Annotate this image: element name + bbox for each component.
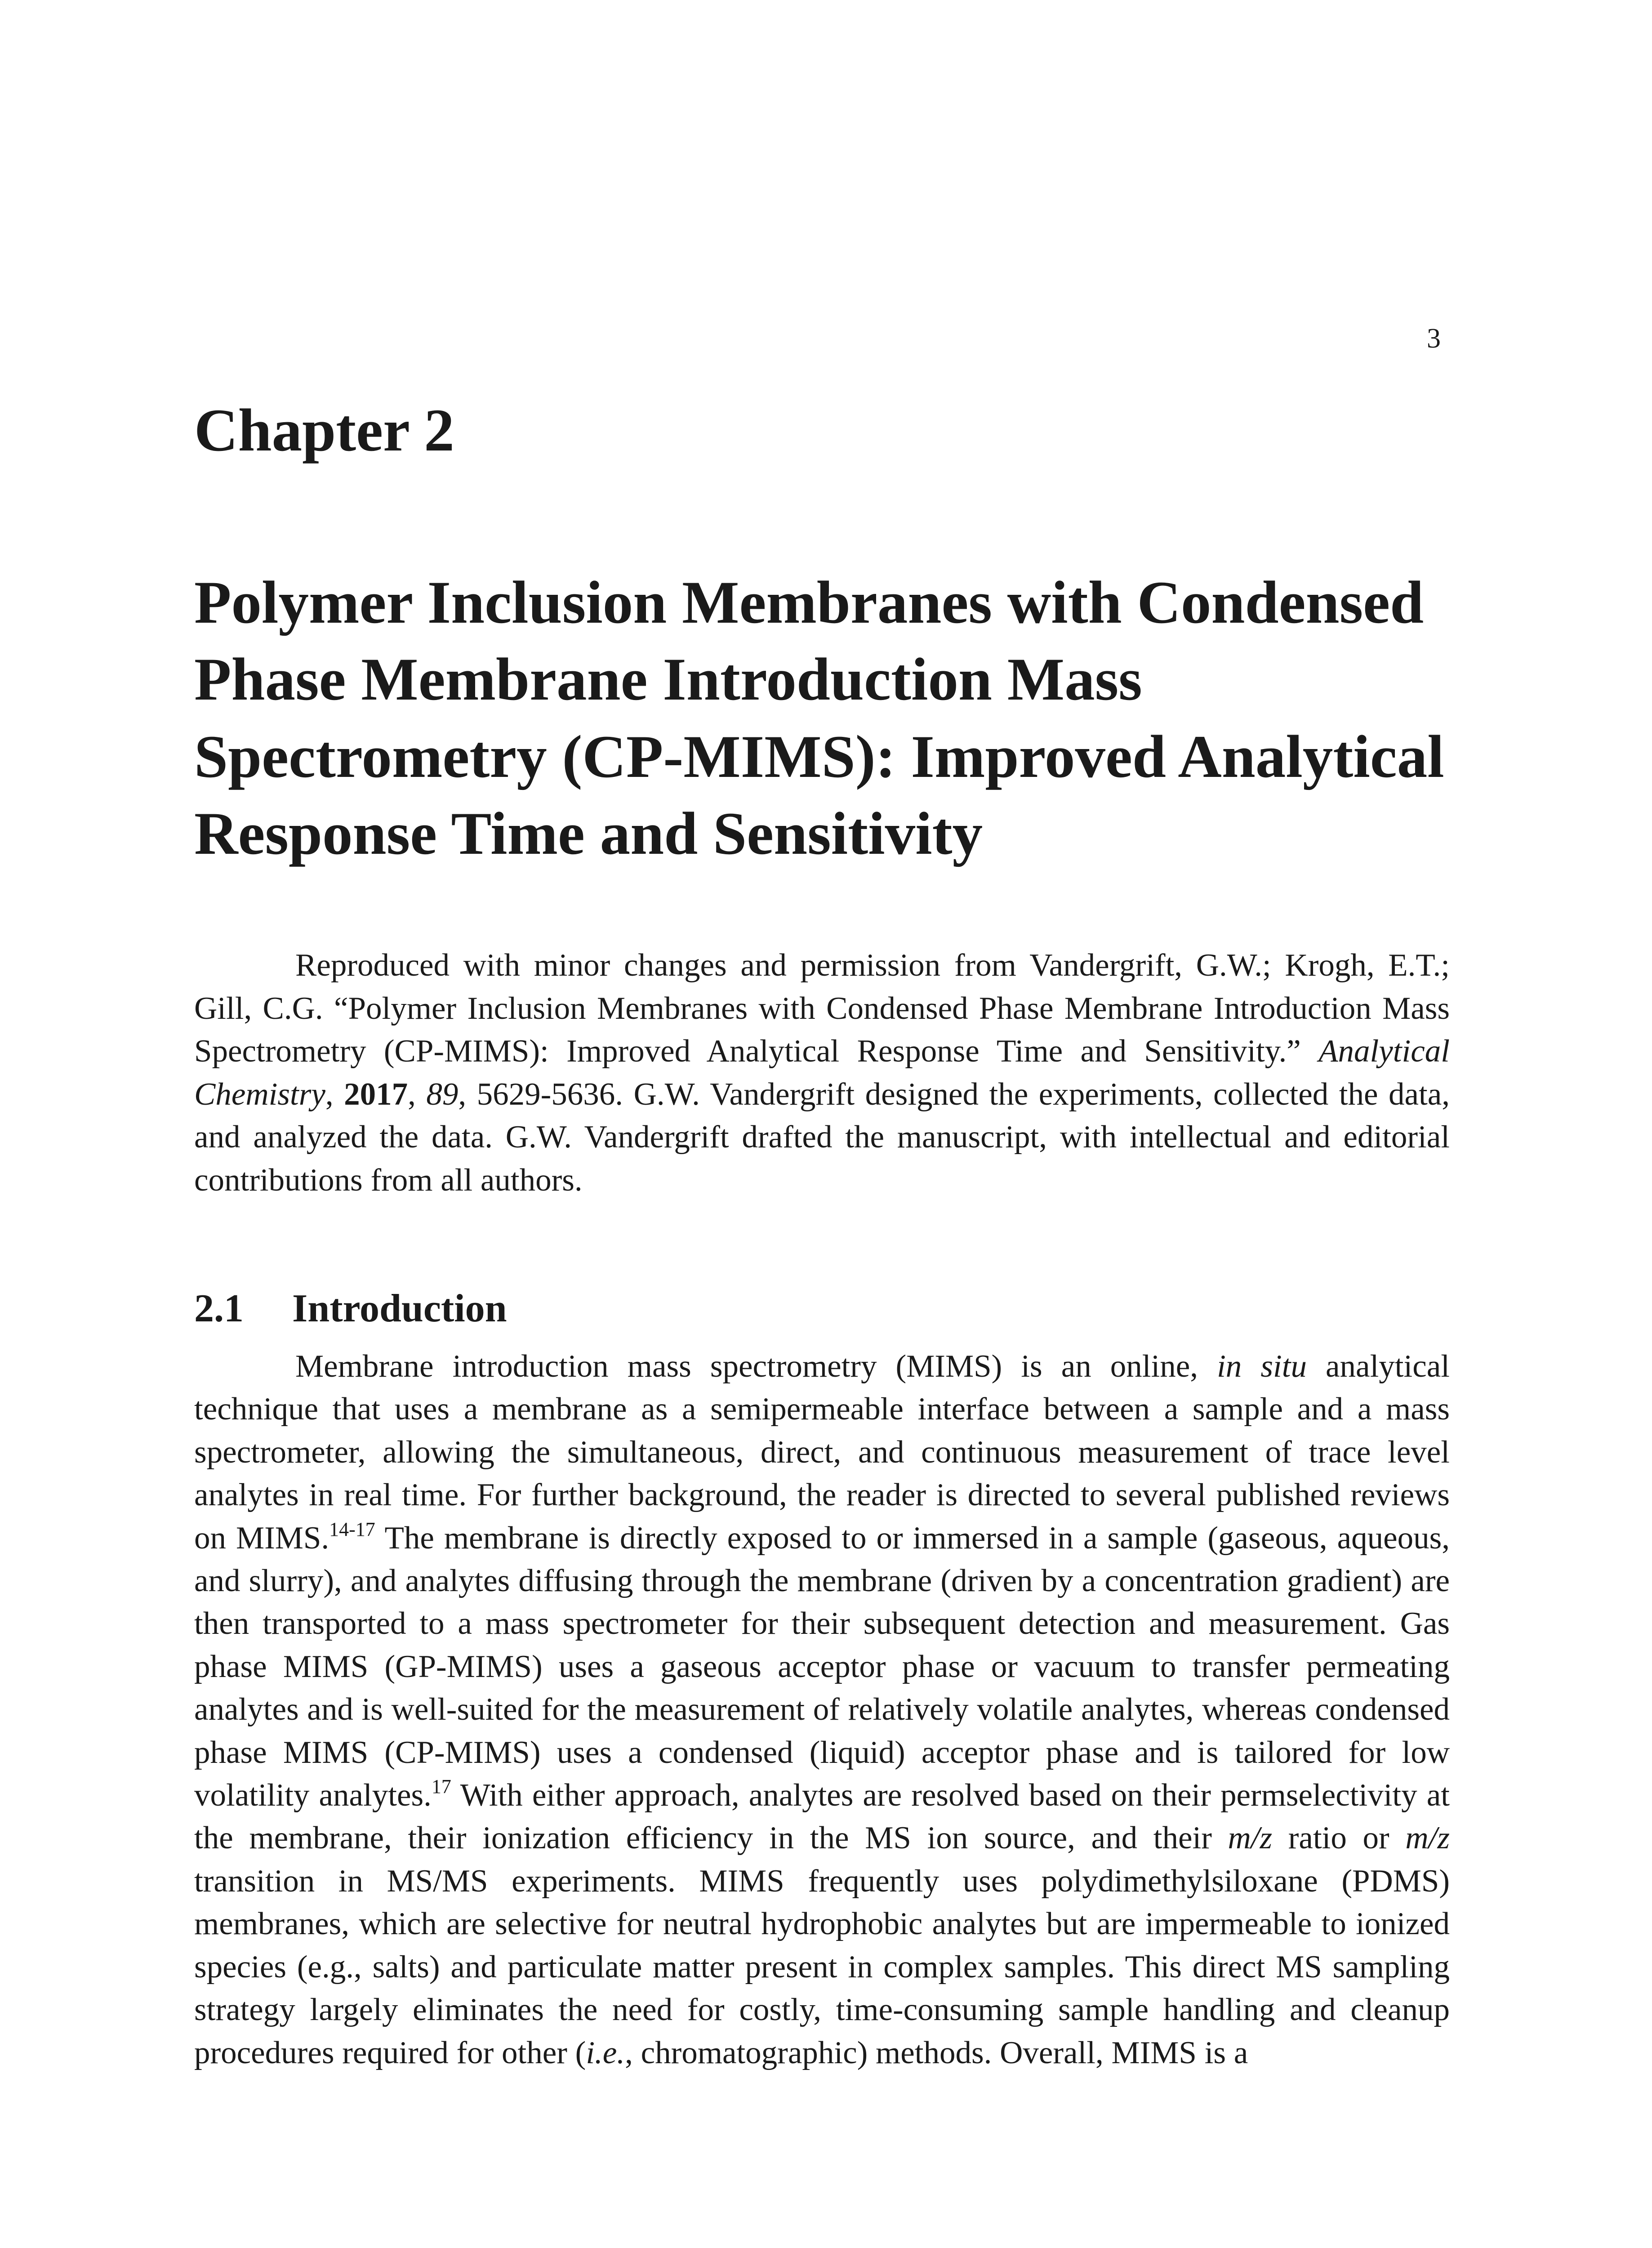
italic-term: in situ — [1217, 1349, 1307, 1384]
reference-superscript: 17 — [431, 1775, 451, 1798]
reproduction-note-lead: Reproduced with minor changes and permission from Vandergrift, G.W.; Krogh, E.T.; Gill, C.G. “Polymer Inclusion Membranes with Condensed Phase Membrane Introduction Mass Spectrometry (CP-MIMS): Improved Analytical Response Time and Sensitivity.” — [194, 948, 1450, 1069]
section-number: 2.1 — [194, 1287, 244, 1330]
citation-separator: , — [325, 1076, 344, 1112]
italic-term: m/z — [1228, 1820, 1273, 1856]
chapter-title: Polymer Inclusion Membranes with Condensed Phase Membrane Introduction Mass Spectrometry (CP-MIMS): Improved Analytical Response Time and Sensitivity — [194, 569, 1444, 868]
paragraph-text: analytical technique that uses a membrane as a semipermeable interface between a sample and a mass spectrometer, allowing the simultaneous, direct, and continuous measurement of trace level analytes in real time. For further background, the reader is directed to several published reviews on MIMS. — [194, 1349, 1450, 1556]
reproduction-note — [194, 944, 1450, 1202]
section-title: Introduction — [292, 1287, 507, 1330]
paragraph-text: , chromatographic) methods. Overall, MIMS is a — [625, 2035, 1248, 2070]
reference-superscript: 14-17 — [329, 1518, 375, 1540]
chapter-label: Chapter 2 — [194, 397, 454, 464]
italic-term: i.e. — [586, 2035, 625, 2070]
section-heading — [194, 1285, 507, 1333]
paragraph-text: transition in MS/MS experiments. MIMS frequently uses polydimethylsiloxane (PDMS) membranes, which are selective for neutral hydrophobic analytes but are impermeable to ionized species (e.g., salts) and particulate matter present in complex samples. This direct MS sampling strategy largely eliminates the need for costly, time-consuming sample handling and cleanup procedures required for other ( — [194, 1863, 1450, 2070]
reproduction-note-tail: , 5629-5636. G.W. Vandergrift designed the experiments, collected the data, and analyzed the data. G.W. Vandergrift drafted the manuscript, with intellectual and editorial contributions from all authors. — [194, 1076, 1450, 1198]
page-number: 3 — [1427, 323, 1441, 354]
paragraph-text: ratio or — [1272, 1820, 1406, 1856]
journal-volume: 89 — [426, 1076, 459, 1112]
paragraph-text: With either approach, analytes are resolved based on their permselectivity at the membrane, their ionization efficiency in the MS ion source, and their — [194, 1778, 1450, 1856]
paragraph-text: Membrane introduction mass spectrometry (MIMS) is an online, — [295, 1349, 1217, 1384]
italic-term: m/z — [1405, 1820, 1450, 1856]
publication-year: 2017 — [344, 1076, 408, 1112]
journal-name: Analytical Chemistry — [194, 1034, 1450, 1112]
introduction-paragraph — [194, 1345, 1450, 2074]
citation-separator: , — [408, 1076, 427, 1112]
paragraph-text: The membrane is directly exposed to or immersed in a sample (gaseous, aqueous, and slurry), and analytes diffusing through the membrane (driven by a concentration gradient) are then transported to a mass spectrometer for their subsequent detection and measurement. Gas phase MIMS (GP-MIMS) uses a gaseous acceptor phase or vacuum to transfer permeating analytes and is well-suited for the measurement of relatively volatile analytes, whereas condensed phase MIMS (CP-MIMS) uses a condensed (liquid) acceptor phase and is tailored for low volatility analytes. — [194, 1520, 1450, 1813]
